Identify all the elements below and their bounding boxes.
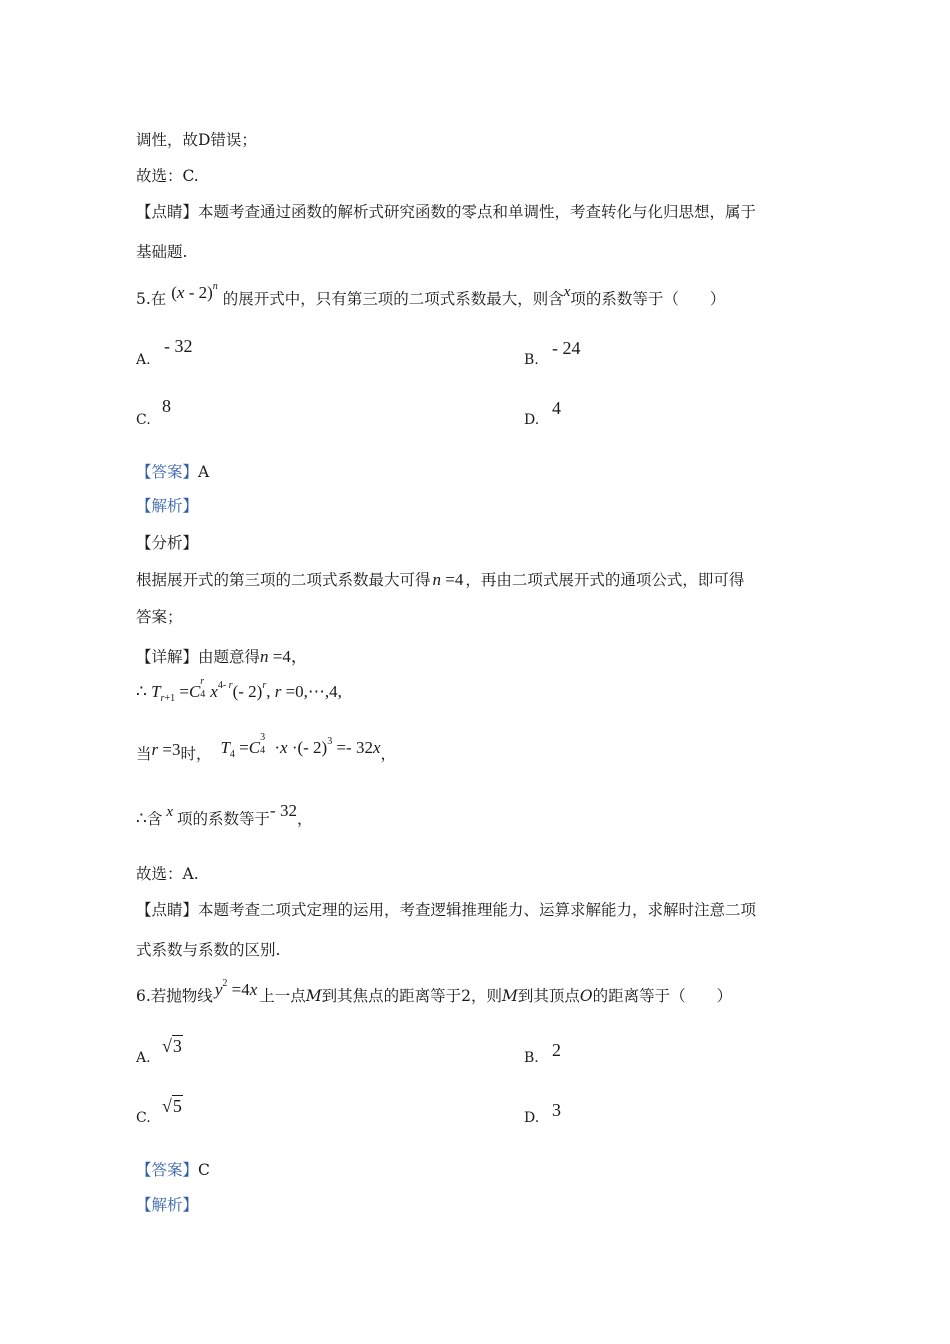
dianjing-tag: 【点睛】 bbox=[136, 901, 199, 919]
option-c-letter: C. bbox=[136, 1110, 151, 1126]
n-equals-4: n =4 bbox=[432, 570, 464, 589]
option-d-value: 3 bbox=[552, 1100, 561, 1120]
stem-text: 上一点 bbox=[259, 987, 306, 1005]
expression-power: (x - 2)$^n$ bbox=[171, 281, 218, 302]
option-d-letter: D. bbox=[524, 1110, 540, 1126]
answer-value: C bbox=[198, 1161, 210, 1179]
option-c-value: 8 bbox=[162, 396, 171, 416]
when-line: 当r =3时， $T_4 =C$ 3 4 ·x ·(- 2)$^3$ =- 32x， bbox=[136, 732, 397, 763]
answer-line bbox=[136, 460, 209, 482]
stem-text: 到其焦点的距离等于2，则 bbox=[321, 987, 503, 1005]
point-o: O bbox=[579, 987, 593, 1005]
option-c-letter: C. bbox=[136, 412, 151, 428]
stem-text: 的展开式中，只有第三项的二项式系数最大，则含 bbox=[222, 290, 564, 308]
point-m: M bbox=[502, 987, 518, 1005]
t4-formula: $T_4 =C$ 3 4 ·x ·(- 2)$^3$ =- 32x bbox=[220, 732, 381, 760]
stem-text: 的距离等于（ ） bbox=[592, 987, 733, 1005]
dianjing-tag: 【点睛】 bbox=[136, 203, 199, 221]
option-b-letter: B. bbox=[524, 352, 539, 368]
stem-text: 在 bbox=[150, 290, 167, 308]
option-d-letter: D. bbox=[524, 412, 540, 428]
coefficient-text: 含 bbox=[146, 810, 163, 828]
stem-text: 到其顶点 bbox=[517, 987, 580, 1005]
option-a-value: - 32 bbox=[164, 336, 193, 356]
answer-value: A bbox=[198, 463, 210, 481]
option-a-value: √3 bbox=[162, 1036, 182, 1056]
jiexi-tag: 【解析】 bbox=[136, 497, 199, 515]
detail-line bbox=[136, 642, 308, 667]
text-line: 基础题. bbox=[136, 243, 188, 261]
question-number: 5. bbox=[136, 290, 151, 308]
comment-text: 本题考查二项式定理的运用，考查逻辑推理能力、运算求解能力，求解时注意二项 bbox=[198, 901, 757, 919]
text-line: 调性，故D错误； bbox=[136, 131, 257, 149]
point-m: M bbox=[305, 987, 322, 1005]
analysis-text: ，再由二项式展开式的通项公式，即可得 bbox=[465, 571, 745, 589]
n-equals-4: n =4， bbox=[260, 647, 308, 666]
comment-line bbox=[136, 898, 756, 920]
option-d-value: 4 bbox=[552, 398, 561, 418]
coefficient-text: 项的系数等于 bbox=[177, 810, 271, 828]
option-c-value: √5 bbox=[162, 1096, 182, 1116]
stem-text: 若抛物线 bbox=[150, 987, 213, 1005]
r-equals-3: r =3 bbox=[151, 740, 181, 759]
general-term-formula: ∴ $T_{r+1} =C$ r 4 $x^{4- r}(-$ 2)$^r$, r =0,⋯,4, bbox=[136, 676, 342, 704]
xiangjie-tag: 【详解】 bbox=[136, 648, 199, 666]
parabola-equation: $y^2 =4x$ bbox=[214, 978, 258, 999]
answer-tag: 【答案】 bbox=[136, 1161, 199, 1179]
when-text: 当 bbox=[136, 745, 152, 763]
option-b-value: 2 bbox=[552, 1040, 561, 1060]
therefore-icon: ∴ bbox=[136, 809, 147, 828]
text-line: 答案； bbox=[136, 608, 183, 626]
variable-x: x bbox=[563, 284, 571, 300]
when-text: 时， bbox=[180, 745, 212, 763]
answer-line bbox=[136, 1158, 210, 1180]
comment-line bbox=[136, 200, 756, 222]
answer-tag: 【答案】 bbox=[136, 463, 199, 481]
text-line: 故选：C. bbox=[136, 167, 199, 185]
question-number: 6. bbox=[136, 987, 151, 1005]
option-a-letter: A. bbox=[136, 1050, 151, 1066]
stem-text: 项的系数等于（ ） bbox=[570, 290, 726, 308]
variable-x: x bbox=[166, 804, 174, 820]
text-line: 式系数与系数的区别. bbox=[136, 941, 281, 959]
analysis-text: 根据展开式的第三项的二项式系数最大可得 bbox=[136, 571, 431, 589]
comment-text: 本题考查通过函数的解析式研究函数的零点和单调性，考查转化与化归思想，属于 bbox=[198, 203, 757, 221]
coefficient-line: ∴含 x 项的系数等于- 32， bbox=[136, 801, 313, 828]
question-6-stem bbox=[136, 978, 733, 1006]
value-minus-32: - 32 bbox=[270, 801, 297, 820]
question-5-stem bbox=[136, 281, 726, 309]
detail-text: 由题意得 bbox=[198, 648, 261, 666]
jiexi-tag: 【解析】 bbox=[136, 1196, 199, 1214]
option-b-letter: B. bbox=[524, 1050, 539, 1066]
fenxi-tag: 【分析】 bbox=[136, 534, 199, 552]
analysis-line bbox=[136, 568, 744, 590]
option-a-letter: A. bbox=[136, 352, 151, 368]
text-line: 故选：A. bbox=[136, 865, 199, 883]
option-b-value: - 24 bbox=[552, 338, 581, 358]
